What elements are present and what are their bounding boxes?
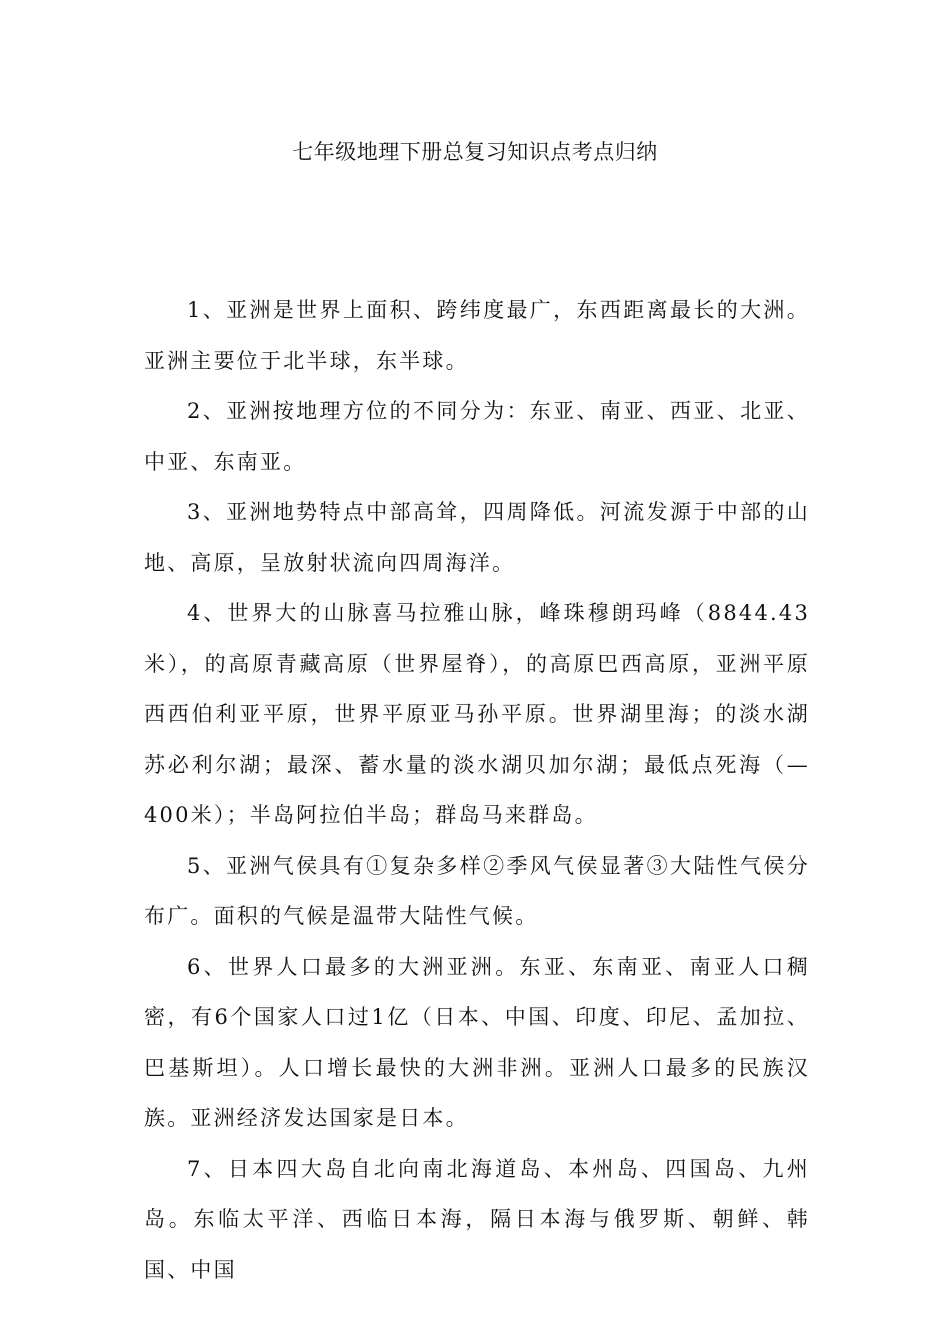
document-title: 七年级地理下册总复习知识点考点归纳 — [292, 140, 658, 164]
paragraph-4: 4、世界大的山脉喜马拉雅山脉，峰珠穆朗玛峰（8844.43米），的高原青藏高原（世界屋脊），的高原巴西高原，亚洲平原西西伯利亚平原，世界平原亚马孙平原。世界湖里海；的淡水湖苏必利尔湖；最深、蓄水量的淡水湖贝加尔湖；最低点死海（—400米）；半岛阿拉伯半岛；群岛马来群岛。 — [144, 601, 810, 827]
paragraph-6: 6、世界人口最多的大洲亚洲。东亚、东南亚、南亚人口稠密，有6个国家人口过1亿（日本、中国、印度、印尼、孟加拉、巴基斯坦）。人口增长最快的大洲非洲。亚洲人口最多的民族汉族。亚洲经济发达国家是日本。 — [144, 954, 810, 1130]
paragraph-1: 1、亚洲是世界上面积、跨纬度最广，东西距离最长的大洲。亚洲主要位于北半球，东半球。 — [144, 298, 810, 373]
paragraph-2: 2、亚洲按地理方位的不同分为：东亚、南亚、西亚、北亚、中亚、东南亚。 — [144, 399, 810, 474]
paragraph-7: 7、日本四大岛自北向南北海道岛、本州岛、四国岛、九州岛。东临太平洋、西临日本海，隔日本海与俄罗斯、朝鲜、韩国、中国 — [144, 1156, 810, 1282]
document-body — [144, 285, 810, 1295]
paragraph-5: 5、亚洲气侯具有①复杂多样②季风气侯显著③大陆性气侯分布广。面积的气候是温带大陆性气候。 — [144, 853, 810, 928]
paragraph-3: 3、亚洲地势特点中部高耸，四周降低。河流发源于中部的山地、高原，呈放射状流向四周海洋。 — [144, 500, 810, 575]
